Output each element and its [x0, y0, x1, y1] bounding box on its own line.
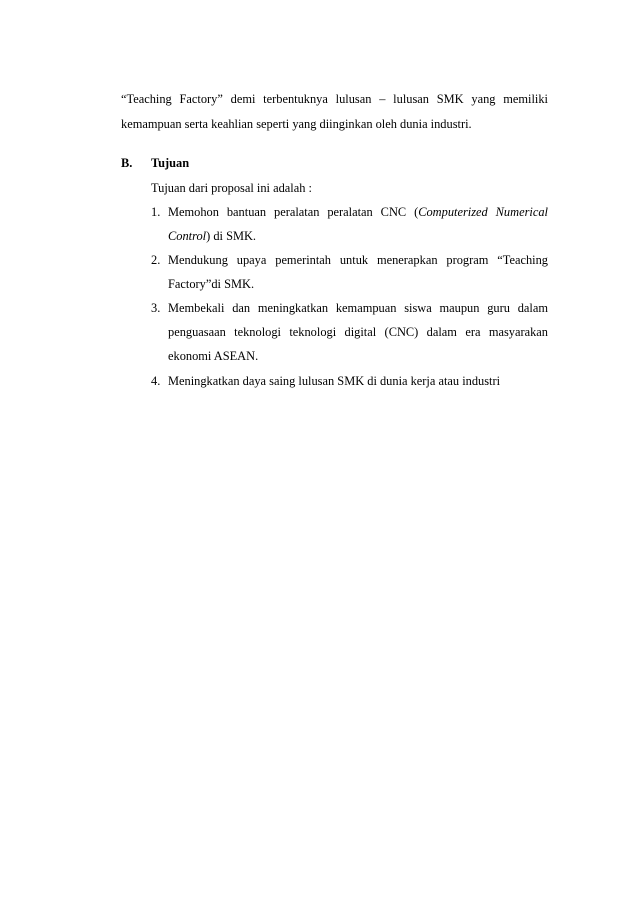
- list-item-2-line-1: Mendukung upaya pemerintah untuk menerapkan program “Teaching: [168, 253, 548, 267]
- list-item-3-line-1: Membekali dan meningkatkan kemampuan siswa maupun guru dalam: [168, 301, 548, 315]
- list-item-1-text: Memohon bantuan peralatan peralatan CNC (: [168, 205, 419, 219]
- list-item-4-line-1: Meningkatkan daya saing lulusan SMK di dunia kerja atau industri: [168, 374, 501, 388]
- list-item-2-line-2: Factory”di SMK.: [168, 277, 255, 291]
- section-label: B.: [121, 156, 133, 170]
- intro-line-1: “Teaching Factory” demi terbentuknya lulusan – lulusan SMK yang memiliki: [121, 92, 548, 106]
- list-item-number: 4.: [151, 374, 161, 388]
- list-item-1-line-2: [168, 228, 256, 244]
- list-item-1-italic-term: Computerized Numerical: [418, 205, 548, 219]
- intro-line-2: kemampuan serta keahlian seperti yang diinginkan oleh dunia industri.: [121, 117, 472, 131]
- list-item-3-line-3: ekonomi ASEAN.: [168, 349, 259, 363]
- list-item-1-text-cont: ) di SMK.: [206, 229, 257, 243]
- list-item-3-line-2: penguasaan teknologi teknologi digital (CNC) dalam era masyarakan: [168, 325, 548, 339]
- list-item-number: 3.: [151, 301, 161, 315]
- list-item-number: 1.: [151, 205, 161, 219]
- section-title: Tujuan: [151, 156, 190, 170]
- list-item-number: 2.: [151, 253, 161, 267]
- section-lead: Tujuan dari proposal ini adalah :: [151, 181, 312, 195]
- list-item-1-italic-term-cont: Control: [168, 229, 207, 243]
- list-item-1-line-1: [168, 204, 548, 220]
